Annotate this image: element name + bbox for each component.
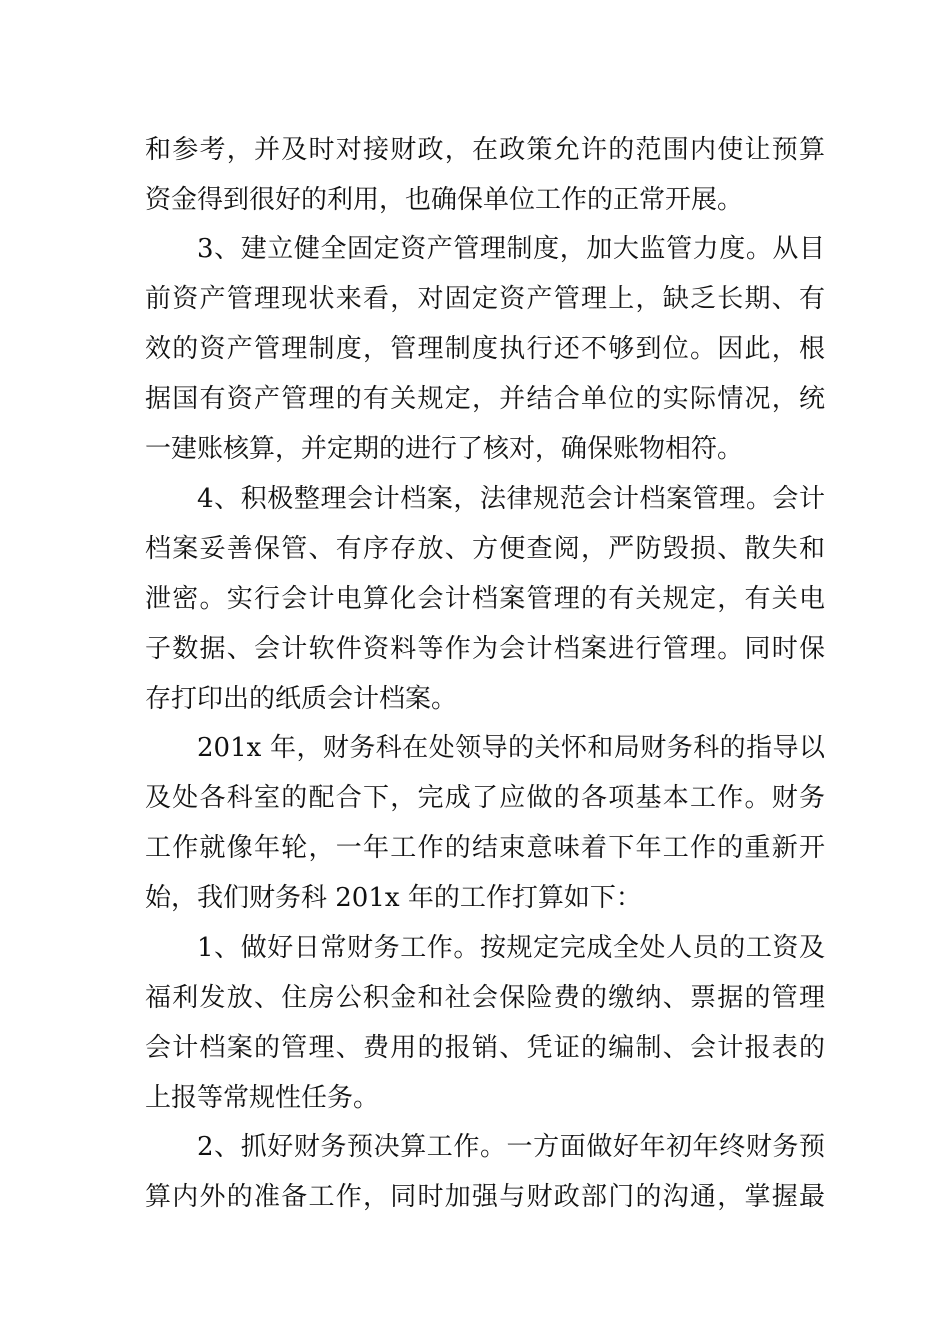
text-line: 福利发放、住房公积金和社会保险费的缴纳、票据的管理 xyxy=(145,983,825,1013)
text-line: 效的资产管理制度，管理制度执行还不够到位。因此，根 xyxy=(145,334,825,364)
text-line: 工作就像年轮，一年工作的结束意味着下年工作的重新开 xyxy=(145,833,825,863)
text-line: 上报等常规性任务。 xyxy=(145,1083,380,1113)
text-line: 一建账核算，并定期的进行了核对，确保账物相符。 xyxy=(145,434,744,464)
text-line: 子数据、会计软件资料等作为会计档案进行管理。同时保 xyxy=(145,634,825,664)
text-line: 据国有资产管理的有关规定，并结合单位的实际情况，统 xyxy=(145,384,825,414)
text-line: 档案妥善保管、有序存放、方便查阅，严防毁损、散失和 xyxy=(145,534,825,564)
text-line: 3、建立健全固定资产管理制度，加大监管力度。从目 xyxy=(197,234,825,264)
text-line: 和参考，并及时对接财政，在政策允许的范围内使让预算 xyxy=(145,135,825,165)
text-line: 始，我们财务科 201x 年的工作打算如下： xyxy=(145,883,642,913)
text-line: 算内外的准备工作，同时加强与财政部门的沟通，掌握最 xyxy=(145,1182,825,1212)
text-line: 存打印出的纸质会计档案。 xyxy=(145,684,458,714)
text-line: 1、做好日常财务工作。按规定完成全处人员的工资及 xyxy=(197,933,825,963)
text-line: 4、积极整理会计档案，法律规范会计档案管理。会计 xyxy=(197,484,825,514)
text-line: 201x 年，财务科在处领导的关怀和局财务科的指导以 xyxy=(197,733,825,763)
text-line: 2、抓好财务预决算工作。一方面做好年初年终财务预 xyxy=(197,1132,825,1162)
text-line: 资金得到很好的利用，也确保单位工作的正常开展。 xyxy=(145,185,744,215)
text-line: 泄密。实行会计电算化会计档案管理的有关规定，有关电 xyxy=(145,584,825,614)
text-line: 前资产管理现状来看，对固定资产管理上，缺乏长期、有 xyxy=(145,284,825,314)
text-line: 会计档案的管理、费用的报销、凭证的编制、会计报表的 xyxy=(145,1033,825,1063)
text-line: 及处各科室的配合下，完成了应做的各项基本工作。财务 xyxy=(145,783,825,813)
